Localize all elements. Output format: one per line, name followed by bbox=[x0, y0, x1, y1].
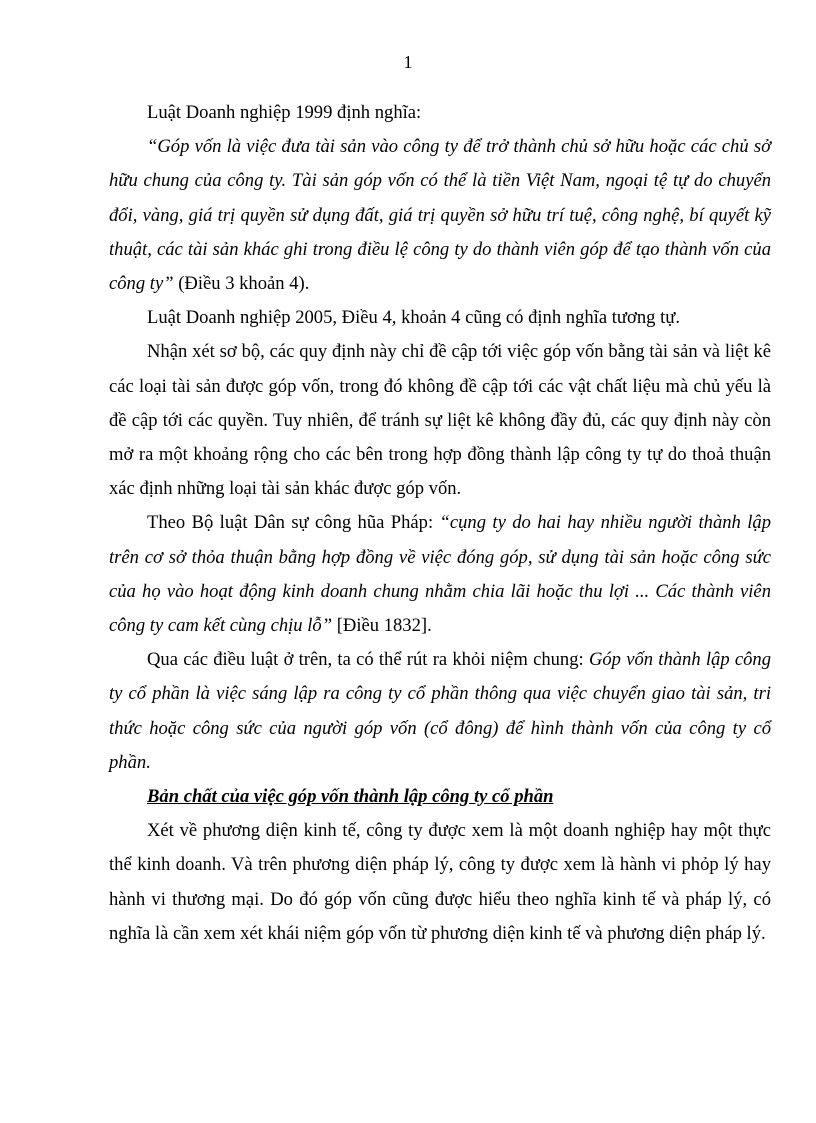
quote-french-code: “cụng ty do hai hay nhiều người thành lập trên cơ sở thỏa thuận bằng hợp đồng về việc đóng góp, sử dụng tài sản hoặc công sức của họ vào hoạt động kinh doanh chung nhằm chia lãi hoặc thu lợi ... Các thành viên công ty cam kết cùng chịu lỗ” bbox=[109, 512, 771, 637]
document-body bbox=[109, 96, 771, 951]
reference-article-3: (Điều 3 khoản 4). bbox=[173, 273, 310, 295]
general-concept-definition: Góp vốn thành lập công ty cổ phần là việc sáng lập ra công ty cổ phần thông qua việc chuyển giao tài sản, tri thức hoặc công sức của người góp vốn (cổ đông) để hình thành vốn của công ty cổ phần. bbox=[109, 649, 771, 773]
paragraph-law-2005: Luật Doanh nghiệp 2005, Điều 4, khoản 4 cũng có định nghĩa tương tự. bbox=[147, 307, 680, 329]
reference-article-1832: [Điều 1832]. bbox=[332, 615, 432, 637]
paragraph-preliminary-remark: Nhận xét sơ bộ, các quy định này chỉ đề cập tới việc góp vốn bằng tài sản và liệt kê các loại tài sản được góp vốn, trong đó không đề cập tới các vật chất liệu mà chủ yếu là đề cập tới các quyền. Tuy nhiên, để tránh sự liệt kê không đầy đủ, các quy định này còn mở ra một khoảng rộng cho các bên trong hợp đồng thành lập công ty tự do thoả thuận xác định những loại tài sản khác được góp vốn. bbox=[109, 341, 771, 500]
paragraph-general-concept bbox=[109, 643, 771, 780]
section-heading: Bản chất của việc góp vốn thành lập công ty cổ phần bbox=[147, 786, 554, 808]
paragraph-nature-of-contribution: Xét về phương diện kinh tế, công ty được xem là một doanh nghiệp hay một thực thể kinh doanh. Và trên phương diện pháp lý, công ty được xem là hành vi phỏp lý hay hành vi thương mại. Do đó góp vốn cũng được hiểu theo nghĩa kinh tế và pháp lý, có nghĩa là cần xem xét khái niệm góp vốn từ phương diện kinh tế và phương diện pháp lý. bbox=[109, 820, 771, 944]
paragraph-law-1999-quote bbox=[109, 130, 771, 301]
page-number: 1 bbox=[403, 52, 413, 72]
french-code-intro: Theo Bộ luật Dân sự công hũa Pháp: bbox=[147, 512, 440, 534]
paragraph-french-civil-code bbox=[109, 506, 771, 643]
paragraph-definition-intro: Luật Doanh nghiệp 1999 định nghĩa: bbox=[147, 102, 422, 123]
quote-law-1999: “Góp vốn là việc đưa tài sản vào công ty để trở thành chủ sở hữu hoặc các chủ sở hữu chung của công ty. Tài sản góp vốn có thể là tiền Việt Nam, ngoại tệ tự do chuyển đổi, vàng, giá trị quyền sử dụng đất, giá trị quyền sở hữu trí tuệ, công nghệ, bí quyết kỹ thuật, các tài sản khác ghi trong điều lệ công ty do thành viên góp để tạo thành vốn của công ty” bbox=[109, 136, 771, 295]
general-concept-intro: Qua các điều luật ở trên, ta có thể rút ra khỏi niệm chung: bbox=[147, 649, 589, 671]
